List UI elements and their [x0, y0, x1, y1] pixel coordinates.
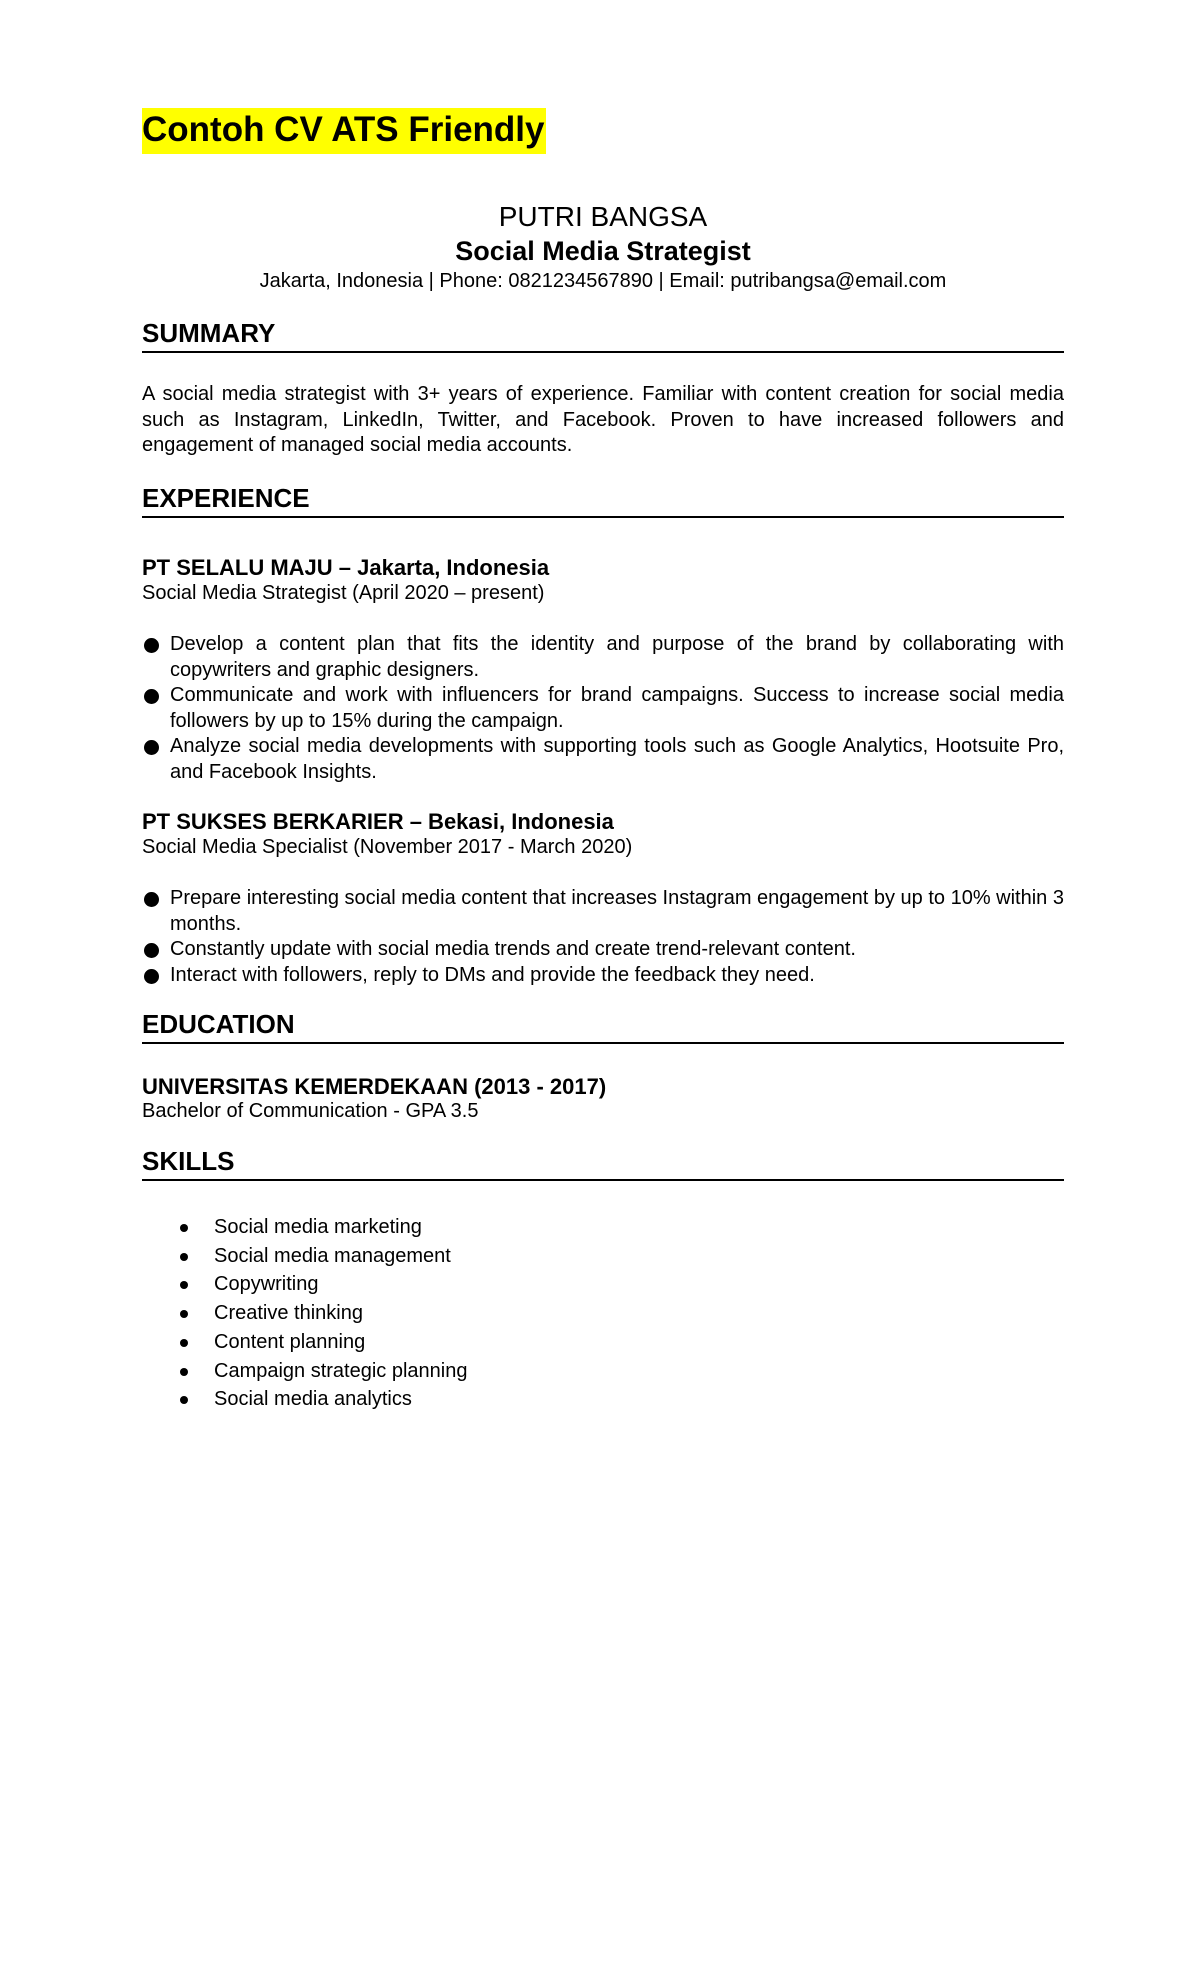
list-item	[178, 1270, 468, 1299]
list-item	[178, 1213, 468, 1242]
contact-line: Jakarta, Indonesia | Phone: 0821234567890 | Email: putribangsa@email.com	[259, 270, 947, 292]
list-item	[142, 937, 1064, 963]
list-item	[178, 1299, 468, 1328]
job-position: Social Media Strategist (April 2020 – present)	[142, 582, 545, 604]
bullet-text: Constantly update with social media trends and create trend-relevant content.	[170, 938, 856, 960]
list-item	[142, 632, 1064, 683]
bullet-icon	[144, 638, 159, 653]
candidate-name: PUTRI BANGSA	[498, 201, 708, 232]
bullet-icon	[180, 1339, 188, 1347]
job-bullets	[142, 886, 1064, 988]
candidate-role: Social Media Strategist	[455, 236, 751, 266]
skill-text: Social media marketing	[214, 1216, 422, 1238]
skill-text: Content planning	[214, 1330, 366, 1353]
bullet-icon	[144, 689, 159, 704]
bullet-icon	[144, 969, 159, 984]
list-item	[142, 734, 1064, 785]
list-item	[178, 1242, 468, 1271]
job-company: PT SUKSES BERKARIER – Bekasi, Indonesia	[142, 809, 614, 834]
highlighted-title: Contoh CV ATS Friendly	[142, 108, 546, 154]
bullet-icon	[180, 1281, 188, 1289]
skill-text: Copywriting	[214, 1273, 319, 1296]
bullet-icon	[144, 740, 159, 755]
bullet-text: Interact with followers, reply to DMs and provide the feedback they need.	[170, 963, 815, 986]
bullet-text: Prepare interesting social media content that increases Instagram engagement by up to 10% within 3 months.	[170, 887, 1064, 935]
cv-header	[142, 200, 1064, 294]
job-company: PT SELALU MAJU – Jakarta, Indonesia	[142, 555, 550, 580]
bullet-icon	[180, 1253, 188, 1261]
list-item	[178, 1357, 468, 1386]
bullet-icon	[144, 943, 159, 958]
section-title-skills: SKILLS	[142, 1145, 1064, 1181]
job-bullets	[142, 632, 1064, 785]
bullet-text: Analyze social media developments with supporting tools such as Google Analytics, Hootsuite Pro, and Facebook Insights.	[170, 735, 1064, 783]
list-item	[142, 886, 1064, 937]
list-item	[142, 683, 1064, 734]
skill-text: Creative thinking	[214, 1302, 363, 1325]
education-school: UNIVERSITAS KEMERDEKAAN (2013 - 2017)	[142, 1074, 607, 1099]
summary-text: A social media strategist with 3+ years of experience. Familiar with content creation for social media such as Instagram, LinkedIn, Twitter, and Facebook. Proven to have increased followers and engagement of managed social media accounts.	[142, 383, 1064, 456]
bullet-text: Develop a content plan that fits the identity and purpose of the brand by collaborating with copywriters and graphic designers.	[170, 633, 1064, 681]
skill-text: Campaign strategic planning	[214, 1359, 468, 1382]
bullet-text: Communicate and work with influencers for brand campaigns. Success to increase social media followers by up to 15% during the campaign.	[170, 684, 1064, 732]
section-title-summary: SUMMARY	[142, 317, 1064, 353]
skills-list	[178, 1213, 468, 1414]
bullet-icon	[180, 1396, 188, 1404]
bullet-icon	[180, 1310, 188, 1318]
bullet-icon	[144, 892, 159, 907]
education-degree: Bachelor of Communication - GPA 3.5	[142, 1100, 479, 1122]
section-title-experience: EXPERIENCE	[142, 482, 1064, 518]
job-position: Social Media Specialist (November 2017 - March 2020)	[142, 836, 633, 858]
skill-text: Social media management	[214, 1244, 451, 1267]
section-title-education: EDUCATION	[142, 1008, 1064, 1044]
list-item	[178, 1385, 468, 1414]
list-item	[142, 963, 1064, 989]
bullet-icon	[180, 1368, 188, 1376]
list-item	[178, 1328, 468, 1357]
skill-text: Social media analytics	[214, 1388, 412, 1411]
bullet-icon	[180, 1224, 188, 1232]
